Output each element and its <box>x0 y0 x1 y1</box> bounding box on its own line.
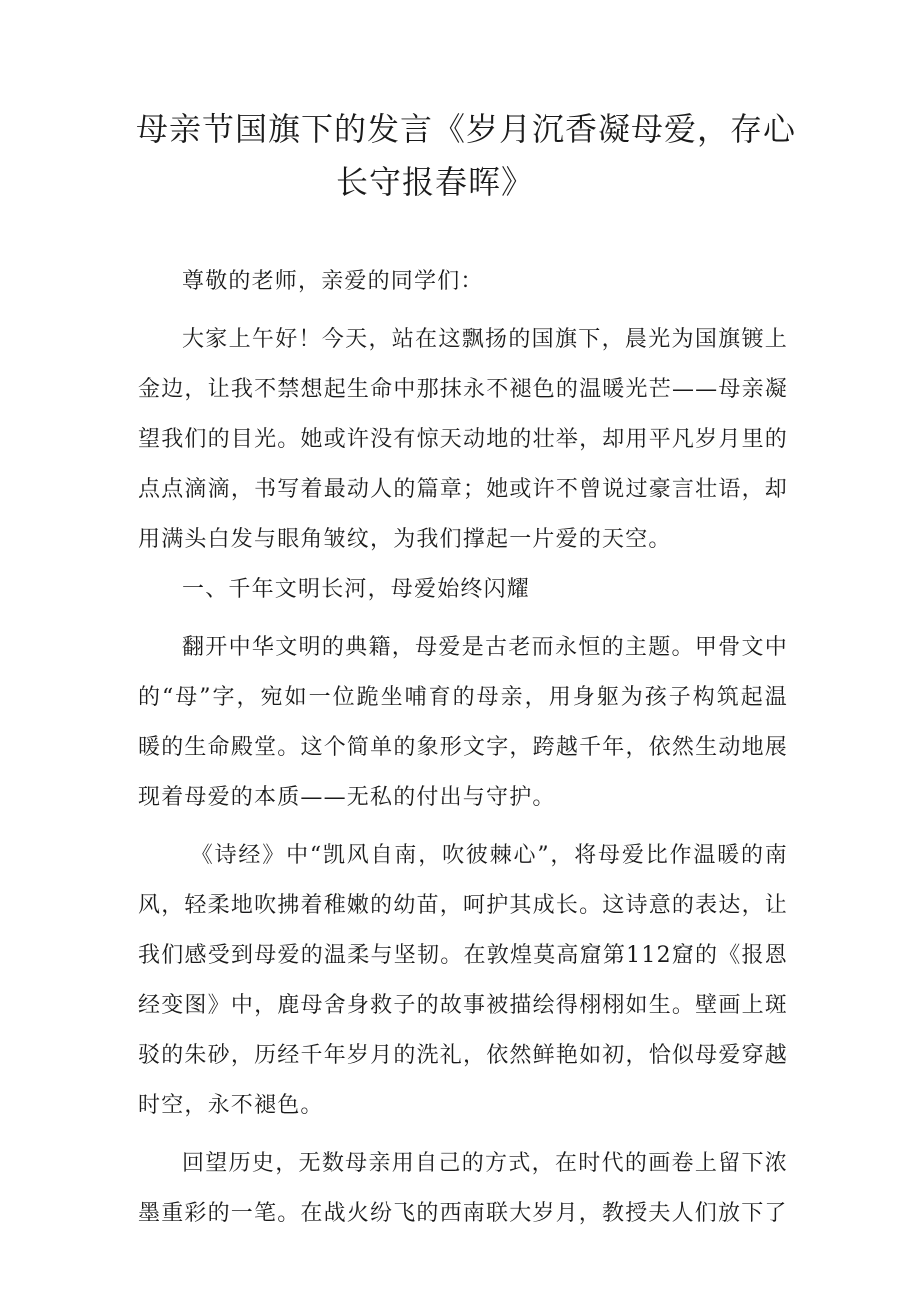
paragraph-greeting: 大家上午好！今天，站在这飘扬的国旗下，晨光为国旗镀上金边，让我不禁想起生命中那抹永不褪色的温暖光芒——母亲凝望我们的目光。她或许没有惊天动地的壮举，却用平凡岁月里的点点滴滴，书写着最动人的篇章；她或许不曾说过豪言壮语，却用满头白发与眼角皱纹，为我们撑起一片爱的天空。 <box>138 327 788 552</box>
paragraph-history: 回望历史，无数母亲用自己的方式，在时代的画卷上留下浓墨重彩的一笔。在战火纷飞的西南联大岁月，教授夫人们放下了 <box>138 1151 788 1226</box>
paragraph-oracle-bone: 翻开中华文明的典籍，母爱是古老而永恒的主题。甲骨文中的“母”字，宛如一位跪坐哺育的母亲，用身躯为孩子构筑起温暖的生命殿堂。这个简单的象形文字，跨越千年，依然生动地展现着母爱的本质——无私的付出与守护。 <box>138 635 788 810</box>
salutation: 尊敬的老师，亲爱的同学们： <box>182 269 484 294</box>
title-line-2: 长守报春晖》 <box>336 163 535 201</box>
paragraph-book-of-songs: 《诗经》中“凯风自南，吹彼棘心”，将母爱比作温暖的南风，轻柔地吹拂着稚嫩的幼苗，呵护其成长。这诗意的表达，让我们感受到母爱的温柔与坚韧。在敦煌莫高窟第112窟的《报恩经变图》中，鹿母舍身救子的故事被描绘得栩栩如生。壁画上斑驳的朱砂，历经千年岁月的洗礼，依然鲜艳如初，恰似母爱穿越时空，永不褪色。 <box>138 843 788 1118</box>
document-title <box>136 103 796 209</box>
section-heading-1: 一、千年文明长河，母爱始终闪耀 <box>182 577 531 602</box>
title-line-1: 母亲节国旗下的发言《岁月沉香凝母爱，存心 <box>136 110 797 148</box>
document-body <box>138 257 788 1239</box>
